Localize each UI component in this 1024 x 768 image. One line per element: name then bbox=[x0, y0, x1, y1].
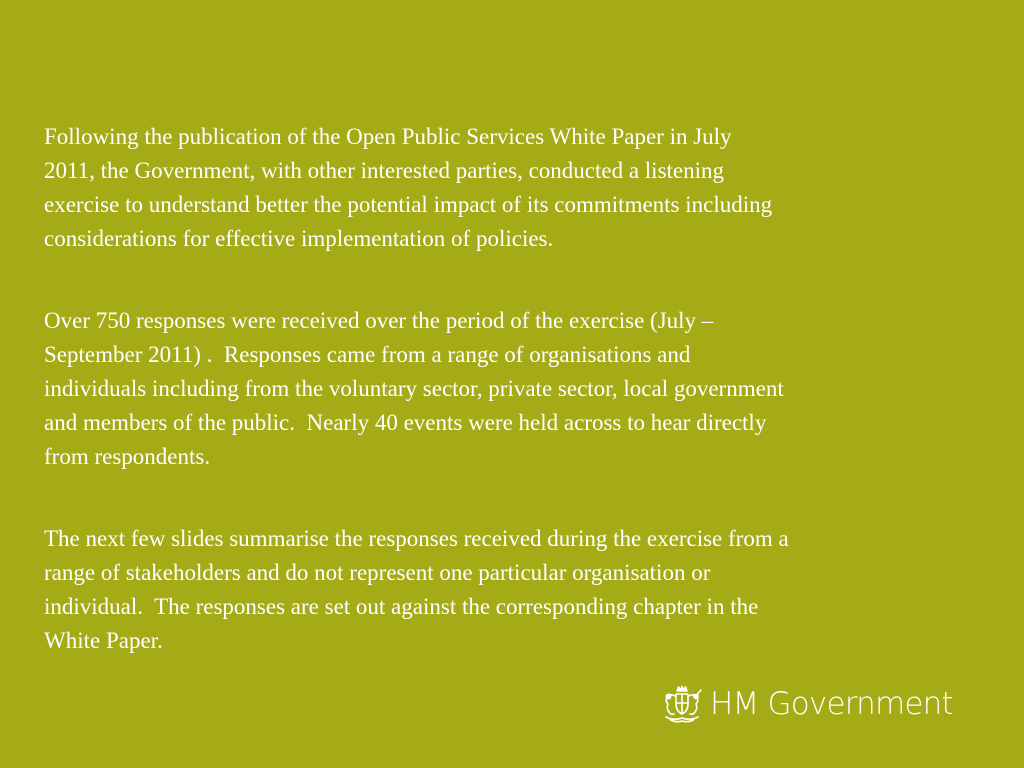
hm-government-logo bbox=[660, 684, 953, 724]
paragraph-next-slides: The next few slides summarise the responses received during the exercise from a range of stakeholders and do not represent one particular organisation or individual. The responses are set out against the corresponding chapter in the White Paper. bbox=[44, 526, 789, 653]
logo-wordmark: HM Government bbox=[710, 686, 953, 722]
royal-coat-of-arms-icon bbox=[660, 684, 704, 724]
paragraph-listening-exercise: Following the publication of the Open Public Services White Paper in July 2011, the Government, with other interested parties, conducted a listening exercise to understand better the potential impact of its commitments including considerations for effective implementation of policies. bbox=[44, 124, 773, 251]
slide-body bbox=[44, 120, 984, 658]
paragraph-responses-received: Over 750 responses were received over the period of the exercise (July – September 2011) . Responses came from a range of organisations and individuals including from the voluntary sector, private sector, local government and members of the public. Nearly 40 events were held across to hear directly from respondents. bbox=[44, 308, 784, 469]
